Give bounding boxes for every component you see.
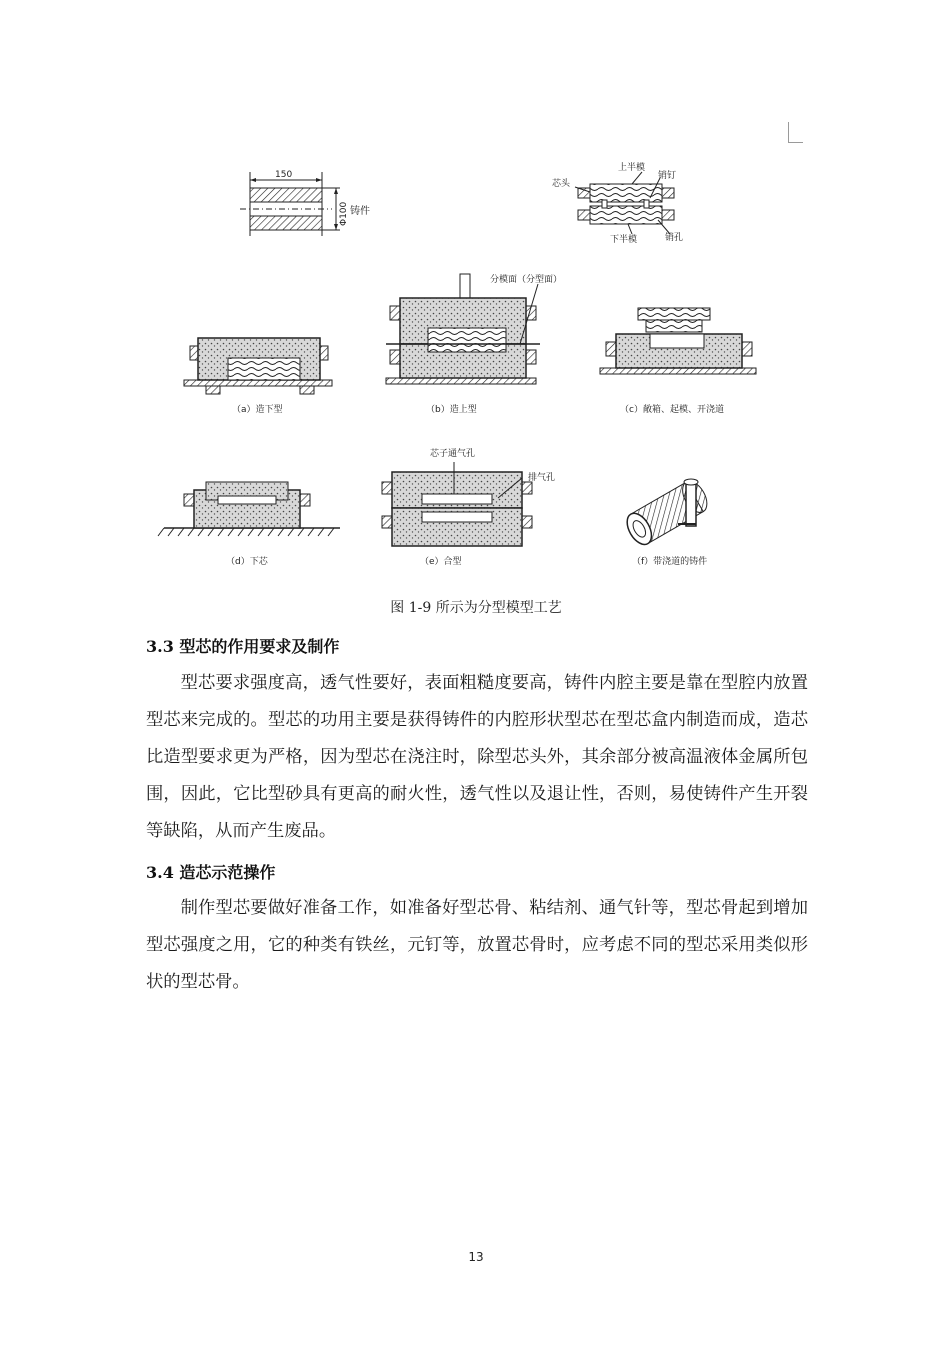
casting-dimension-drawing bbox=[240, 172, 340, 236]
panel-c-label: （c）敞箱、起模、开浇道 bbox=[620, 405, 724, 415]
panel-f-label: （f）带浇道的铸件 bbox=[632, 557, 708, 567]
panel-d-label: （d）下芯 bbox=[226, 557, 268, 567]
panel-a-label: （a）造下型 bbox=[232, 405, 283, 415]
panel-b-drawing bbox=[386, 274, 540, 384]
panel-a-drawing bbox=[184, 338, 332, 394]
figure-caption: 图 1-9 所示为分型模型工艺 bbox=[390, 600, 562, 616]
section-3-4-heading: 3.4 造芯示范操作 bbox=[146, 863, 276, 882]
panel-e-label: （e）合型 bbox=[420, 557, 462, 567]
pin-hole-label: 销孔 bbox=[665, 233, 684, 243]
section-3-4-paragraph: 制作型芯要做好准备工作，如准备好型芯骨、粘结剂、通气针等，型芯骨起到增加型芯强度之用，它的种类有铁丝，元钉等，放置芯骨时，应考虑不同的型芯采用类似形状的型芯骨。 bbox=[146, 898, 808, 992]
panel-d-drawing bbox=[158, 482, 340, 536]
upper-half-pattern-label: 上半模 bbox=[618, 163, 646, 173]
dimension-width-label: 150 bbox=[275, 170, 293, 180]
core-print-label: 芯头 bbox=[552, 179, 571, 189]
parting-surface-label: 分模面（分型面） bbox=[490, 275, 563, 285]
section-3-3-paragraph: 型芯要求强度高，透气性要好，表面粗糙度要高，铸件内腔主要是靠在型腔内放置型芯来完成的。型芯的功用主要是获得铸件的内腔形状型芯在型芯盒内制造而成，造芯比造型要求更为严格，因为型芯在浇注时，除型芯头外，其余部分被高温液体金属所包围，因此，它比型砂具有更高的耐火性，透气性以及退让性，否则，易使铸件产生开裂等缺陷，从而产生废品。 bbox=[146, 673, 808, 841]
split-pattern-drawing bbox=[575, 172, 674, 234]
section-3-3-heading: 3.3 型芯的作用要求及制作 bbox=[146, 637, 340, 656]
panel-c-drawing bbox=[600, 308, 756, 374]
page-number: 13 bbox=[468, 1250, 484, 1264]
vent-hole-label: 排气孔 bbox=[528, 473, 556, 483]
core-vent-label: 芯子通气孔 bbox=[430, 449, 476, 459]
dowel-pin-label: 销钉 bbox=[658, 171, 677, 181]
panel-f-drawing bbox=[622, 477, 712, 548]
panel-b-label: （b）造上型 bbox=[426, 405, 477, 415]
panel-e-drawing bbox=[382, 462, 532, 546]
dimension-diameter-label: Φ100 bbox=[339, 201, 349, 226]
page-corner-mark bbox=[788, 122, 803, 143]
parting-pattern-process-figure bbox=[150, 150, 800, 580]
lower-half-pattern-label: 下半模 bbox=[610, 235, 638, 245]
casting-label: 铸件 bbox=[350, 206, 370, 217]
